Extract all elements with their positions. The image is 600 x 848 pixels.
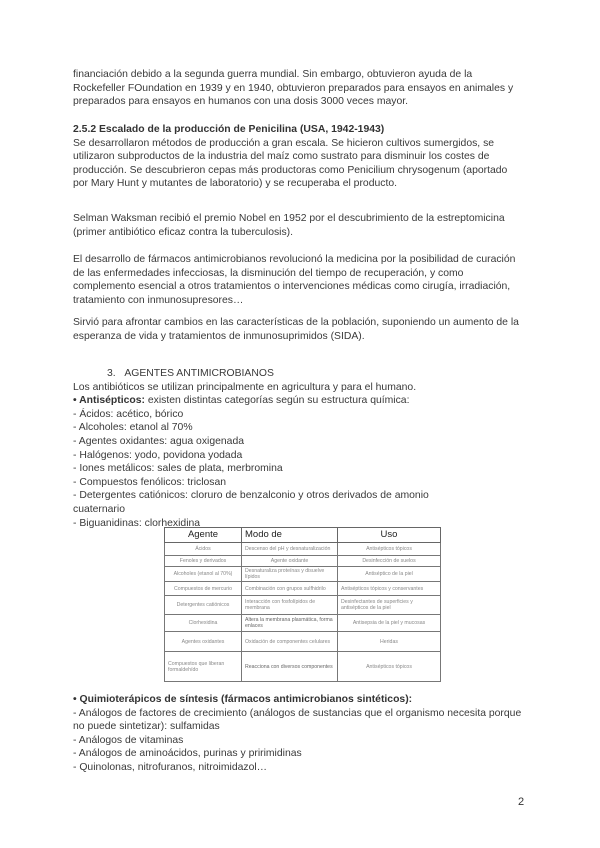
page-number: 2 [518,796,525,808]
table-header: Modo de [242,528,338,543]
waksman-paragraph: Selman Waksman recibió el premio Nobel en 1952 por el descubrimiento de la estreptomicina (primer antibiótico eficaz contra la tuberculosis). [73,213,505,238]
agents-table [164,527,441,682]
section-3-heading [73,367,523,381]
table-row [165,615,441,632]
table-cell: Descenso del pH y desnaturalización [242,543,338,556]
table-cell: Compuestos que liberan formaldehído [165,652,242,682]
list-item: - Ácidos: acético, bórico [73,408,184,420]
list-item: - Biguanidinas: clorhexidina [73,517,201,529]
section-2-5-2 [73,123,523,191]
table-cell: Alcoholes (etanol al 70%) [165,567,242,582]
table-cell: Antisepsia de la piel y mucosas [338,615,441,632]
table-cell: Agentes oxidantes [165,632,242,652]
table-header: Agente [165,528,242,543]
section-chemotherapy [73,693,523,775]
table-cell: Compuestos de mercurio [165,582,242,596]
table-cell: Antiséptico de la piel [338,567,441,582]
table-cell: Heridas [338,632,441,652]
table-cell: Interacción con fosfolípidos de membrana [242,596,338,615]
chemotherapy-label: • Quimioterápicos de síntesis (fármacos antimicrobianos sintéticos): [73,694,413,705]
population-paragraph: Sirvió para afrontar cambios en las características de la población, suponiendo un aumento de la esperanza de vida y tratamientos de inmunosuprimidos (SIDA). [73,317,519,342]
intro-paragraph: financiación debido a la segunda guerra mundial. Sin embargo, obtuvieron ayuda de la Rockefeller FOundation en 1939 y en 1940, obtuvieron preparados para ensayos en animales y preparados para ensayos en humanos con una dosis 3000 veces mayor. [73,69,514,108]
table-cell: Detergentes catiónicos [165,596,242,615]
list-item: - Quinolonas, nitrofuranos, nitroimidazol… [73,761,268,773]
table-cell: Clorhexidina [165,615,242,632]
list-item: - Análogos de factores de crecimiento (análogos de sustancias que el organismo necesita porque no puede sintetizar): sulfamidas [73,707,522,733]
table-cell: Ácidos [165,543,242,556]
section-3-title: AGENTES ANTIMICROBIANOS [124,368,274,379]
table-header: Uso [338,528,441,543]
table-cell: Desinfectantes de superficies y antisépticos de la piel [338,596,441,615]
table-cell: Fenoles y derivados [165,556,242,567]
table-cell: Desinfección de suelos [338,556,441,567]
table-row [165,567,441,582]
list-item: - Detergentes catiónicos: cloruro de benzalconio y otros derivados de amonio [73,490,429,502]
table-cell: Agente oxidante [242,556,338,567]
list-item: - Alcoholes: etanol al 70% [73,422,193,434]
section-3 [73,367,523,530]
antiseptics-label: • Antisépticos: [73,395,145,407]
revolution-paragraph: El desarrollo de fármacos antimicrobianos revolucionó la medicina por la posibilidad de curación de las enfermedades infecciosas, la disminución del tiempo de recuperación, y como complemento esencial a otros tratamientos o intervenciones médicas como cirugía, irradiación, tratamiento con inmunosupresores… [73,254,516,306]
antiseptics-text: existen distintas categorías según su estructura química: [144,395,410,407]
table-cell: Antisépticos tópicos y conservantes [338,582,441,596]
table-cell: Reacciona con diversos componentes [242,652,338,682]
list-item: cuaternario [73,503,125,515]
table-cell: Combinación con grupos sulfhidrilo [242,582,338,596]
section-3-number: 3. [107,368,116,379]
table-cell: Desnaturaliza proteínas y disuelve lípidos [242,567,338,582]
table-cell: Oxidación de componentes celulares [242,632,338,652]
list-item: - Análogos de aminoácidos, purinas y pririmidinas [73,748,302,760]
list-item: - Iones metálicos: sales de plata, merbromina [73,463,283,475]
table-row [165,596,441,615]
list-item: - Agentes oxidantes: agua oxigenada [73,435,244,447]
list-item: - Compuestos fenólicos: triclosan [73,476,227,488]
list-item: - Análogos de vitaminas [73,734,184,746]
table-row [165,652,441,682]
table-row [165,582,441,596]
table-row [165,543,441,556]
antiseptics-line [73,394,523,408]
list-item: - Halógenos: yodo, povidona yodada [73,449,243,461]
table-row [165,632,441,652]
table-header-row [165,528,441,543]
table-cell: Altera la membrana plasmática, forma enlaces [242,615,338,632]
section-2-5-2-heading: 2.5.2 Escalado de la producción de Penicilina (USA, 1942-1943) [73,124,385,135]
section-2-5-2-body: Se desarrollaron métodos de producción a gran escala. Se hicieron cultivos sumergidos, se utilizaron subproductos de la industria del maíz como sustrato para disminuir los costes de producción. Se descubrieron cepas más productoras como Penicilium chrysogenum (aportado por Mary Hunt y mutantes de laboratorio) y se recuperaba el producto. [73,137,508,190]
table-row [165,556,441,567]
table-cell: Antisépticos tópicos [338,652,441,682]
section-3-intro: Los antibióticos se utilizan principalmente en agricultura y para el humano. [73,381,417,393]
table-cell: Antisépticos tópicos [338,543,441,556]
